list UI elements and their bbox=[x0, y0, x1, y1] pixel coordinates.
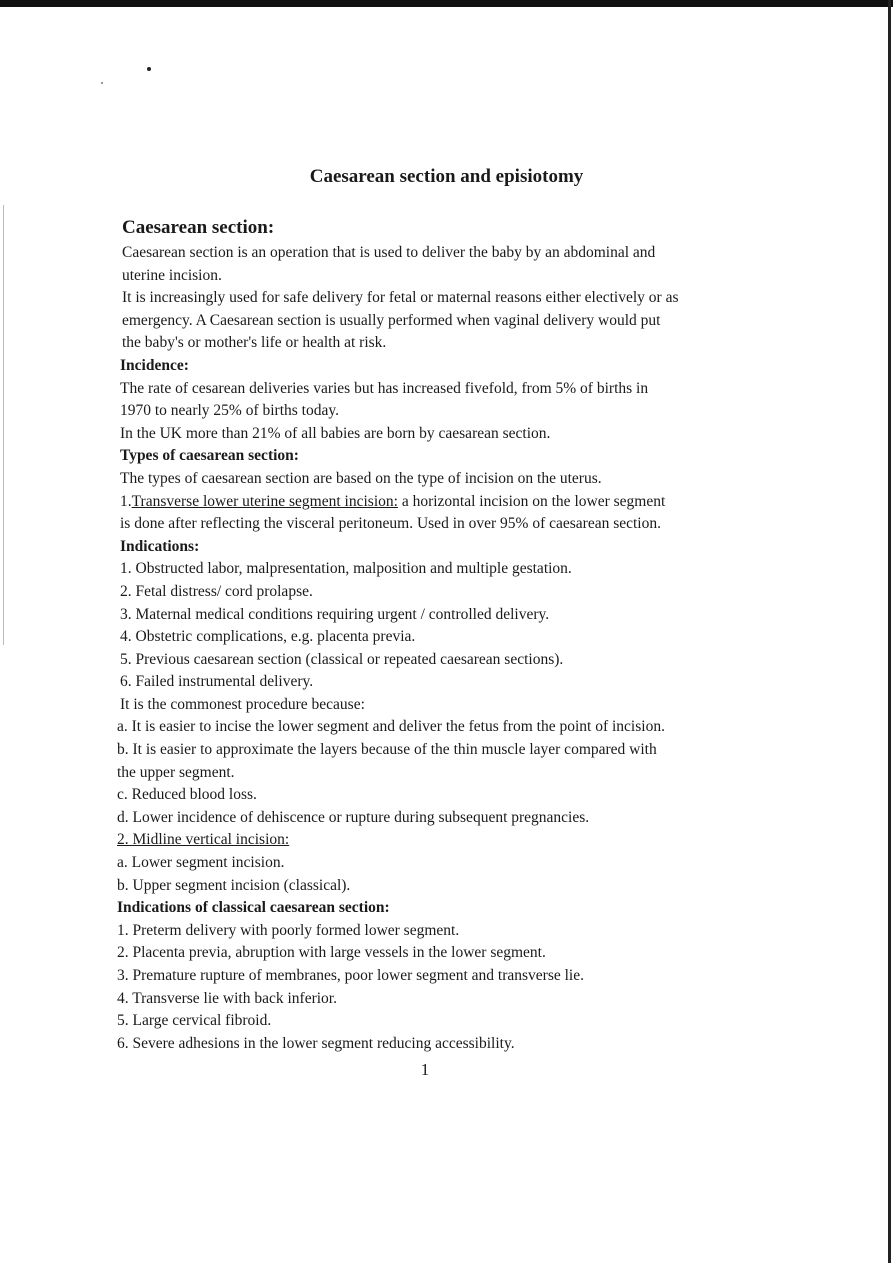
indication-item: 5. Previous caesarean section (classical or repeated caesarean sections). bbox=[120, 650, 564, 668]
indication-item: 6. Failed instrumental delivery. bbox=[120, 673, 314, 691]
classical-item: 2. Placenta previa, abruption with large vessels in the lower segment. bbox=[117, 944, 546, 962]
indication-item: 4. Obstetric complications, e.g. placenta previa. bbox=[120, 628, 416, 646]
classical-item: 5. Large cervical fibroid. bbox=[117, 1012, 272, 1030]
intro-line: uterine incision. bbox=[122, 266, 222, 284]
types-heading: Types of caesarean section: bbox=[120, 447, 299, 465]
incidence-line: In the UK more than 21% of all babies are born by caesarean section. bbox=[120, 424, 551, 442]
indication-item: 3. Maternal medical conditions requiring urgent / controlled delivery. bbox=[120, 605, 550, 623]
indication-item: 1. Obstructed labor, malpresentation, malposition and multiple gestation. bbox=[120, 560, 572, 578]
intro-line: Caesarean section is an operation that is used to deliver the baby by an abdominal and bbox=[122, 244, 656, 261]
page-number: 1 bbox=[420, 1060, 430, 1079]
transverse-incision-label: Transverse lower uterine segment incision: bbox=[131, 492, 398, 510]
scan-speck bbox=[101, 82, 103, 84]
intro-line: It is increasingly used for safe delivery for fetal or maternal reasons either electively or as bbox=[122, 289, 679, 307]
classical-item: 1. Preterm delivery with poorly formed lower segment. bbox=[117, 921, 460, 939]
incidence-line: 1970 to nearly 25% of births today. bbox=[120, 402, 339, 420]
scan-edge-left bbox=[3, 205, 4, 645]
scan-speck bbox=[147, 67, 151, 71]
section-heading: Caesarean section: bbox=[122, 217, 275, 238]
midline-item: b. Upper segment incision (classical). bbox=[117, 876, 351, 894]
document-body bbox=[117, 214, 757, 1055]
transverse-prefix: 1. bbox=[120, 492, 132, 510]
commonest-reason: b. It is easier to approximate the layers because of the thin muscle layer compared with bbox=[117, 741, 657, 759]
intro-line: emergency. A Caesarean section is usually performed when vaginal delivery would put bbox=[122, 311, 661, 329]
indications-heading: Indications: bbox=[120, 537, 200, 555]
classical-item: 3. Premature rupture of membranes, poor lower segment and transverse lie. bbox=[117, 967, 584, 984]
classical-item: 4. Transverse lie with back inferior. bbox=[117, 989, 337, 1007]
transverse-incision-line bbox=[117, 491, 757, 514]
commonest-reason: a. It is easier to incise the lower segment and deliver the fetus from the point of incision. bbox=[117, 718, 665, 736]
commonest-reason: d. Lower incidence of dehiscence or rupture during subsequent pregnancies. bbox=[117, 808, 590, 826]
midline-item: a. Lower segment incision. bbox=[117, 854, 285, 872]
scan-border-top bbox=[0, 0, 893, 7]
classical-heading: Indications of classical caesarean section: bbox=[117, 899, 390, 917]
scan-border-right bbox=[888, 0, 891, 1263]
classical-item: 6. Severe adhesions in the lower segment reducing accessibility. bbox=[117, 1034, 515, 1052]
commonest-reason: c. Reduced blood loss. bbox=[117, 786, 257, 804]
indication-item: 2. Fetal distress/ cord prolapse. bbox=[120, 582, 313, 600]
transverse-incision-line: is done after reflecting the visceral peritoneum. Used in over 95% of caesarean section. bbox=[120, 515, 661, 533]
incidence-heading: Incidence: bbox=[120, 356, 189, 374]
types-intro: The types of caesarean section are based on the type of incision on the uterus. bbox=[120, 469, 602, 487]
intro-line: the baby's or mother's life or health at risk. bbox=[122, 334, 387, 352]
commonest-reason: the upper segment. bbox=[117, 763, 235, 781]
transverse-incision-desc: a horizontal incision on the lower segment bbox=[397, 492, 666, 510]
midline-heading: 2. Midline vertical incision: bbox=[117, 831, 290, 849]
incidence-line: The rate of cesarean deliveries varies but has increased fivefold, from 5% of births in bbox=[120, 379, 649, 397]
commonest-intro: It is the commonest procedure because: bbox=[120, 695, 365, 713]
page-title: Caesarean section and episiotomy bbox=[309, 166, 584, 187]
